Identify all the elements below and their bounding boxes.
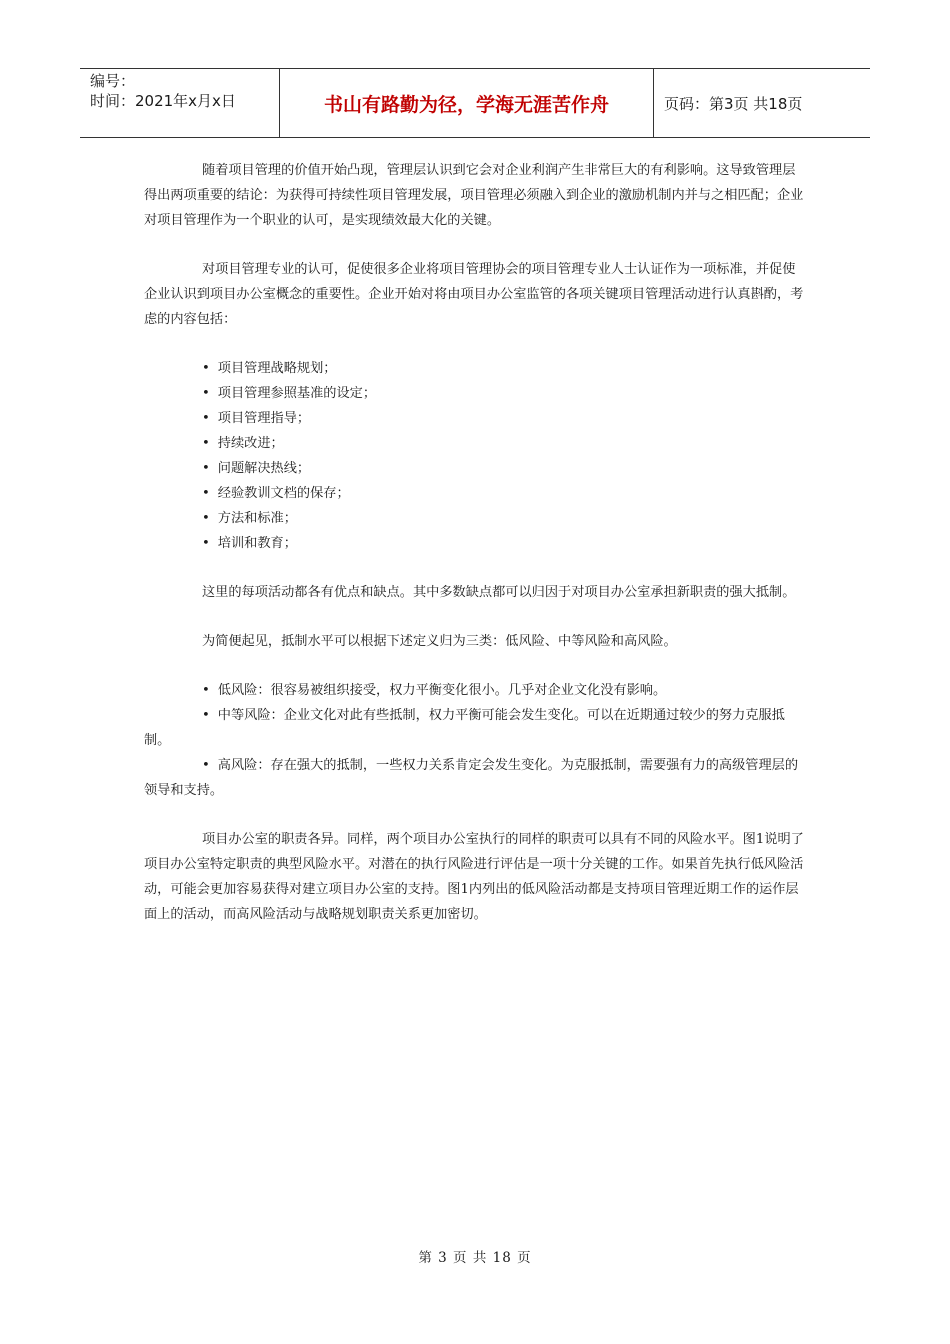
bullet-icon: • xyxy=(202,486,210,501)
list-item: • 项目管理战略规划； xyxy=(202,361,337,376)
paragraph: 对项目管理专业的认可，促使很多企业将项目管理协会的项目管理专业人士认证作为一项标准，并促使企业认识到项目办公室概念的重要性。企业开始对将由项目办公室监管的各项关键项目管理活动进行认真斟酌，考虑的内容包括： xyxy=(144,262,804,327)
page-footer: 第 3 页 共 18 页 xyxy=(418,1250,532,1266)
list-item: • 问题解决热线； xyxy=(202,461,311,476)
document-body xyxy=(144,158,806,951)
header-meta xyxy=(80,69,280,137)
list-item: • 项目管理参照基准的设定； xyxy=(202,386,377,401)
bullet-icon: • xyxy=(202,461,210,476)
paragraph: 这里的每项活动都各有优点和缺点。其中多数缺点都可以归因于对项目办公室承担新职责的强大抵制。 xyxy=(202,585,796,600)
bullet-icon: • xyxy=(202,758,210,773)
list-item: • 持续改进； xyxy=(202,436,284,451)
list-item: • 方法和标准； xyxy=(202,511,297,526)
bullet-icon: • xyxy=(202,511,210,526)
page-header xyxy=(80,68,870,138)
bullet-icon: • xyxy=(202,386,210,401)
list-item: • 低风险：很容易被组织接受，权力平衡变化很小。几乎对企业文化没有影响。 xyxy=(202,683,667,698)
bullet-icon: • xyxy=(202,436,210,451)
list-item: • 培训和教育； xyxy=(202,536,297,551)
list-item: • 中等风险：企业文化对此有些抵制，权力平衡可能会发生变化。可以在近期通过较少的努力克服抵制。 xyxy=(144,708,785,748)
time-label: 时间：2021年x月x日 xyxy=(90,92,236,110)
list-item: • 经验教训文档的保存； xyxy=(202,486,350,501)
risk-list xyxy=(144,678,806,803)
number-label: 编号： xyxy=(90,72,136,90)
header-page-info: 页码：第3页 共18页 xyxy=(664,94,803,113)
paragraph: 随着项目管理的价值开始凸现，管理层认识到它会对企业利润产生非常巨大的有利影响。这导致管理层得出两项重要的结论：为获得可持续性项目管理发展，项目管理必须融入到企业的激励机制内并与之相匹配；企业对项目管理作为一个职业的认可，是实现绩效最大化的关键。 xyxy=(144,163,804,228)
activity-list xyxy=(144,356,806,556)
bullet-icon: • xyxy=(202,361,210,376)
paragraph: 项目办公室的职责各异。同样，两个项目办公室执行的同样的职责可以具有不同的风险水平。图1说明了项目办公室特定职责的典型风险水平。对潜在的执行风险进行评估是一项十分关键的工作。如果首先执行低风险活动，可能会更加容易获得对建立项目办公室的支持。图1内列出的低风险活动都是支持项目管理近期工作的运作层面上的活动，而高风险活动与战略规划职责关系更加密切。 xyxy=(144,832,804,922)
bullet-icon: • xyxy=(202,536,210,551)
paragraph: 为简便起见，抵制水平可以根据下述定义归为三类：低风险、中等风险和高风险。 xyxy=(202,634,677,649)
bullet-icon: • xyxy=(202,708,210,723)
list-item: • 高风险：存在强大的抵制，一些权力关系肯定会发生变化。为克服抵制，需要强有力的高级管理层的领导和支持。 xyxy=(144,758,799,798)
header-motto: 书山有路勤为径，学海无涯苦作舟 xyxy=(280,69,654,137)
bullet-icon: • xyxy=(202,411,210,426)
bullet-icon: • xyxy=(202,683,210,698)
list-item: • 项目管理指导； xyxy=(202,411,311,426)
